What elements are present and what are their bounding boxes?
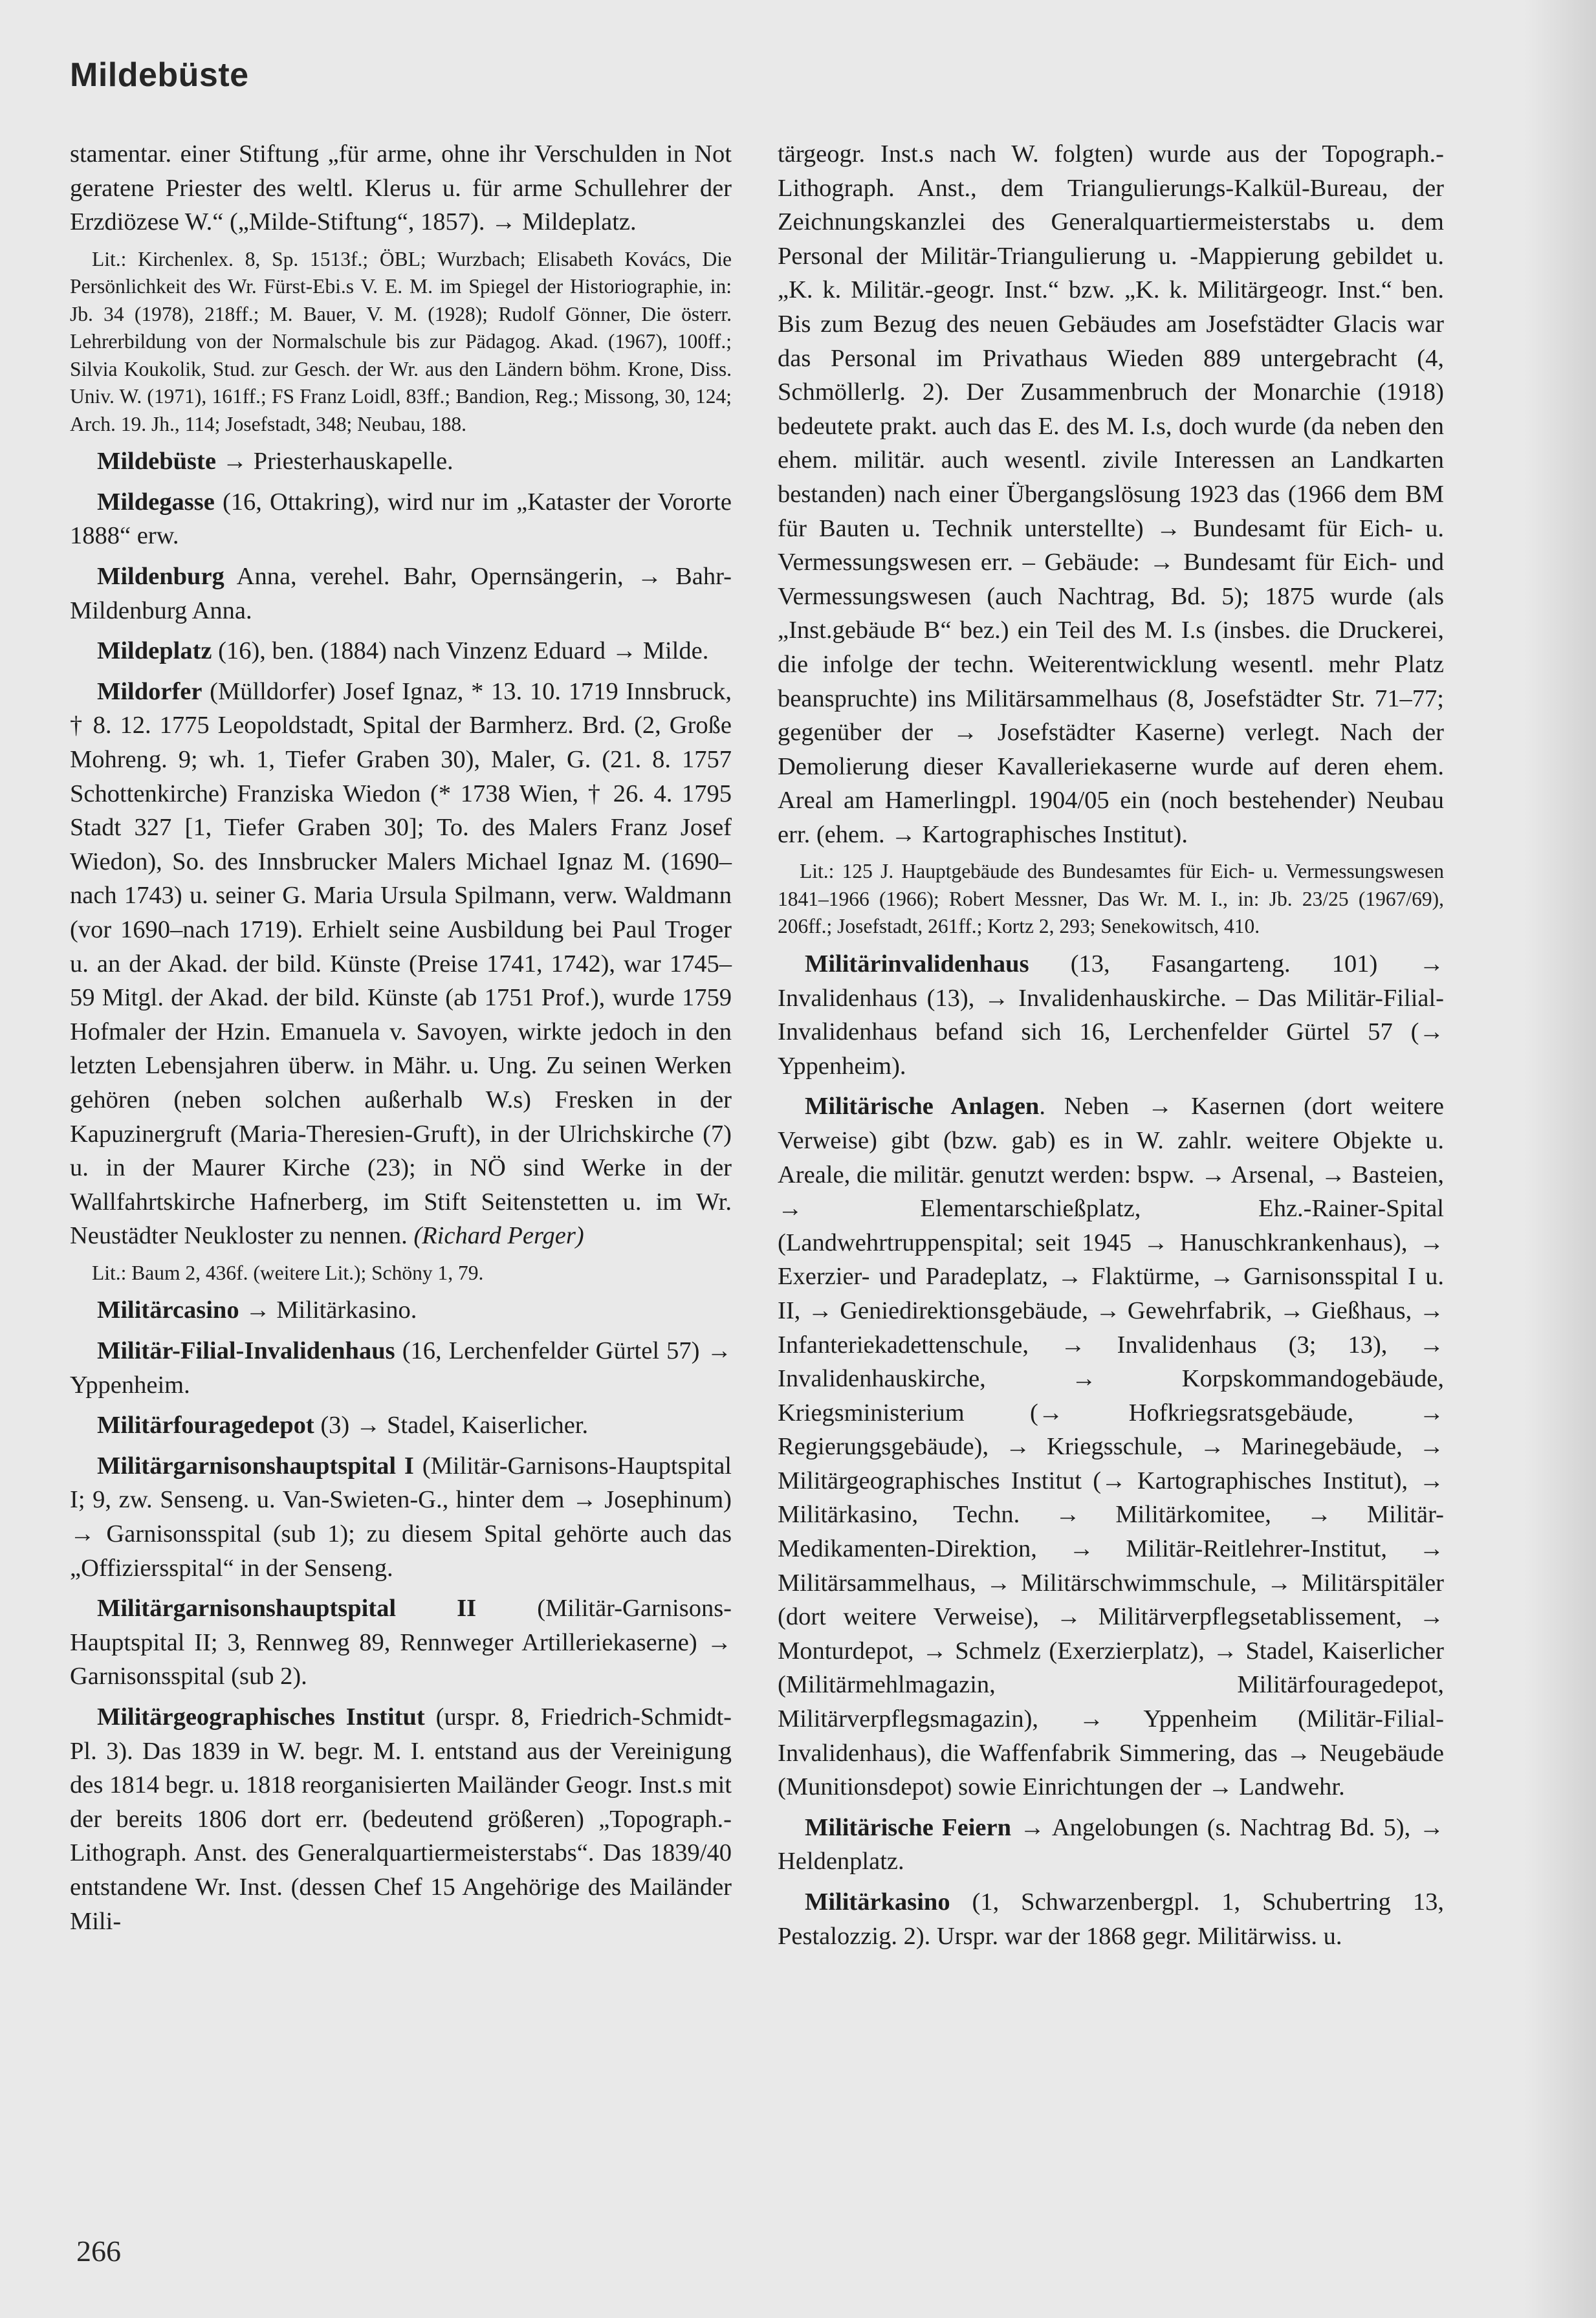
entry-body: → Militärkasino. [239, 1296, 417, 1324]
entry-headword: Mildeplatz [97, 637, 212, 665]
lexicon-entry [70, 560, 732, 628]
entry-body: → Angelobungen (s. Nachtrag Bd. 5), → Heldenplatz. [778, 1813, 1444, 1875]
entry-headword: Militärische Anlagen [805, 1093, 1040, 1121]
entry-headword: Mildenburg [97, 563, 224, 591]
lexicon-entry [70, 1408, 732, 1443]
running-head: Mildebüste [70, 56, 249, 94]
entry-headword: Mildegasse [97, 488, 215, 516]
entry-headword: Militärgarnisonshauptspital I [97, 1452, 414, 1480]
entry-body: (urspr. 8, Friedrich-Schmidt-Pl. 3). Das 1839 in W. begr. M. I. entstand aus der Vereinigung des 1814 begr. u. 1818 reorganisierten Mailänder Geogr. Inst.s mit der bereits 1806 dort err. (bedeutend größeren) „Topograph.-Lithograph. Anst. des Generalquartiermeisterstabs“. Das 1839/40 entstandene Wr. Inst. (dessen Chef 15 Angehörige des Mailänder Mili- [70, 1703, 732, 1935]
lexicon-entry [70, 675, 732, 1253]
lexicon-entry [778, 1885, 1444, 1953]
entry-headword: Militärcasino [97, 1296, 239, 1324]
lexicon-entry [70, 1293, 732, 1328]
literature-text: Lit.: 125 J. Hauptgebäude des Bundesamtes für Eich- u. Vermessungswesen 1841–1966 (1966); Robert Messner, Das Wr. M. I., in: Jb. 23/25 (1967/69), 206ff.; Josefstadt, 261ff.; Kortz 2, 293; Senekowitsch, 410. [778, 860, 1444, 938]
entry-body: Anna, verehel. Bahr, Opernsängerin, → Bahr-Mildenburg Anna. [70, 563, 732, 624]
entry-headword: Militärfouragedepot [97, 1412, 314, 1439]
lexicon-entry [778, 947, 1444, 1083]
lexicon-entry [778, 1811, 1444, 1879]
lexicon-entry [778, 1089, 1444, 1804]
entry-headword: Militärische Feiern [805, 1813, 1011, 1841]
entry-headword: Militär-Filial-Invalidenhaus [97, 1337, 395, 1365]
right-column [778, 137, 1444, 1953]
literature-note [70, 246, 732, 439]
lexicon-entry [70, 444, 732, 479]
entry-headword: Militärkasino [805, 1888, 950, 1916]
body-text: tärgeogr. Inst.s nach W. folgten) wurde aus der Topograph.-Lithograph. Anst., dem Triangulierungs-Kalkül-Bureau, der Zeichnungskanzlei des Generalquartiermeisterstabs u. dem Personal der Militär-Triangulierung u. -Mappierung gebildet u. „K. k. Militär.-geogr. Inst.“ bzw. „K. k. Militärgeogr. Inst.“ ben. Bis zum Bezug des neuen Gebäudes am Josefstädter Glacis war das Personal im Privathaus Wieden 889 untergebracht (4, Schmöllerlg. 2). Der Zusammenbruch der Monarchie (1918) bedeutete prakt. auch das E. des M. I.s, doch wurde (da neben den ehem. militär. auch wesentl. zivile Interessen an Landkarten bestanden) nach einer Übergangslösung 1923 das (1966 dem BM für Bauten u. Technik unterstellte) → Bundesamt für Eich- u. Vermessungswesen err. – Gebäude: → Bundesamt für Eich- und Vermessungswesen (auch Nachtrag, Bd. 5); 1875 wurde (als „Inst.gebäude B“ bez.) ein Teil des M. I.s (insbes. die Druckerei, die infolge der techn. Weiterentwicklung wesentl. mehr Platz beanspruchte) ins Militärsammelhaus (8, Josefstädter Str. 71–77; gegenüber der → Josefstädter Kaserne) verlegt. Nach der Demolierung dieser Kavalleriekaserne wurde auf deren ehem. Areal am Hamerlingpl. 1904/05 ein (noch bestehender) Neubau err. (ehem. → Kartographisches Institut). [778, 140, 1444, 848]
lexicon-entry [70, 1334, 732, 1402]
entry-body: → Priesterhauskapelle. [215, 448, 454, 476]
entry-body: . Neben → Kasernen (dort weitere Verweise) gibt (bzw. gab) es in W. zahlr. weitere Objekte u. Areale, die militär. genutzt werden: bspw. → Arsenal, → Basteien, → Elementarschießplatz, Ehz.-Rainer-Spital (Landwehrtruppenspital; seit 1945 → Hanuschkrankenhaus), → Exerzier- und Paradeplatz, → Flaktürme, → Garnisonsspital I u. II, → Geniedirektionsgebäude, → Gewehrfabrik, → Gießhaus, → Infanteriekadettenschule, → Invalidenhaus (3; 13), → Invalidenhauskirche, → Korpskommandogebäude, Kriegsministerium (→ Hofkriegsratsgebäude, → Regierungsgebäude), → Kriegsschule, → Marinegebäude, → Militärgeographisches Institut (→ Kartographisches Institut), → Militärkasino, Techn. → Militärkomitee, → Militär-Medikamenten-Direktion, → Militär-Reitlehrer-Institut, → Militärsammelhaus, → Militärschwimmschule, → Militärspitäler (dort weitere Verweise), → Militärverpflegsetablissement, → Monturdepot, → Schmelz (Exerzierplatz), → Stadel, Kaiserlicher (Militärmehlmagazin, Militärfouragedepot, Militärverpflegsmagazin), → Yppenheim (Militär-Filial-Invalidenhaus), die Waffenfabrik Simmering, das → Neugebäude (Munitionsdepot) sowie Einrichtungen der → Landwehr. [778, 1093, 1444, 1801]
left-column [70, 137, 732, 1938]
lexicon-entry [70, 1700, 732, 1938]
entry-body: (16, Lerchenfelder Gürtel 57) → Yppenheim. [70, 1337, 732, 1399]
entry-headword: Mildebüste [97, 448, 216, 476]
continued-text [70, 137, 732, 239]
page-edge-shadow [1525, 0, 1596, 2318]
entry-body: (16, Ottakring), wird nur im „Kataster der Vororte 1888“ erw. [70, 488, 732, 550]
entry-body: (16), ben. (1884) nach Vinzenz Eduard → Milde. [212, 637, 709, 665]
lexicon-entry [70, 1449, 732, 1585]
entry-body: (3) → Stadel, Kaiserlicher. [314, 1412, 589, 1439]
literature-note [778, 858, 1444, 941]
lexicon-entry [70, 1591, 732, 1694]
body-text: stamentar. einer Stiftung „für arme, ohne ihr Verschulden in Not geratene Priester des weltl. Klerus u. für arme Schullehrer der Erzdiözese W.“ („Milde-Stiftung“, 1857). → Mildeplatz. [70, 140, 732, 236]
entry-body: (Militär-Garnisons-Hauptspital II; 3, Rennweg 89, Rennweger Artilleriekaserne) → Garnisonsspital (sub 2). [70, 1595, 732, 1690]
entry-headword: Militärgarnisonshauptspital II [97, 1595, 477, 1623]
entry-headword: Militärgeographisches Institut [97, 1703, 425, 1731]
entry-author: (Richard Perger) [413, 1222, 584, 1250]
continued-text [778, 137, 1444, 851]
literature-text: Lit.: Baum 2, 436f. (weitere Lit.); Schöny 1, 79. [92, 1261, 484, 1284]
literature-text: Lit.: Kirchenlex. 8, Sp. 1513f.; ÖBL; Wurzbach; Elisabeth Kovács, Die Persönlichkeit des Wr. Fürst-Ebi.s V. E. M. im Spiegel der Historiographie, in: Jb. 34 (1978), 218ff.; M. Bauer, V. M. (1928); Rudolf Gönner, Die österr. Lehrerbildung von der Normalschule bis zur Pädagog. Akad. (1967), 100ff.; Silvia Koukolik, Stud. zur Gesch. der Wr. aus den Ländern böhm. Krone, Diss. Univ. W. (1971), 161ff.; FS Franz Loidl, 83ff.; Bandion, Reg.; Missong, 30, 124; Arch. 19. Jh., 114; Josefstadt, 348; Neubau, 188. [70, 247, 732, 435]
entry-body: (1, Schwarzenbergpl. 1, Schubertring 13, Pestalozzig. 2). Urspr. war der 1868 gegr. Militärwiss. u. [778, 1888, 1444, 1950]
page-number: 266 [76, 2235, 121, 2268]
lexicon-entry [70, 634, 732, 668]
entry-headword: Militärinvalidenhaus [805, 950, 1029, 978]
literature-note [70, 1260, 732, 1287]
entry-body: (Mülldorfer) Josef Ignaz, * 13. 10. 1719 Innsbruck, † 8. 12. 1775 Leopoldstadt, Spital der Barmherz. Brd. (2, Große Mohreng. 9; wh. 1, Tiefer Graben 30), Maler, G. (21. 8. 1757 Schottenkirche) Franziska Wiedon (* 1738 Wien, † 26. 4. 1795 Stadt 327 [1, Tiefer Graben 30]; To. des Malers Franz Josef Wiedon), So. des Innsbrucker Malers Michael Ignaz M. (1690–nach 1743) u. seiner G. Maria Ursula Spilmann, verw. Waldmann (vor 1690–nach 1719). Erhielt seine Ausbildung bei Paul Troger u. an der Akad. der bild. Künste (Preise 1741, 1742), war 1745–59 Mitgl. der Akad. der bild. Künste (ab 1751 Prof.), wurde 1759 Hofmaler der Hzin. Emanuela v. Savoyen, wirkte jedoch in den letzten Lebensjahren überw. in Mähr. u. Ung. Zu seinen Werken gehören (neben solchen außerhalb W.s) Fresken in der Kapuzinergruft (Maria-Theresien-Gruft), in der Ulrichskirche (7) u. in der Maurer Kirche (23); in NÖ sind Werke in der Wallfahrtskirche Hafnerberg, im Stift Seitenstetten u. im Wr. Neustädter Neukloster zu nennen. [70, 677, 732, 1250]
entry-body: (Militär-Garnisons-Hauptspital I; 9, zw. Senseng. u. Van-Swieten-G., hinter dem → Josephinum) → Garnisonsspital (sub 1); zu diesem Spital gehörte auch das „Offiziersspital“ in der Senseng. [70, 1452, 732, 1582]
lexicon-entry [70, 485, 732, 553]
entry-body: (13, Fasangarteng. 101) → Invalidenhaus (13), → Invalidenhauskirche. – Das Militär-Filial-Invalidenhaus befand sich 16, Lerchenfelder Gürtel 57 (→ Yppenheim). [778, 950, 1444, 1080]
entry-headword: Mildorfer [97, 677, 202, 705]
